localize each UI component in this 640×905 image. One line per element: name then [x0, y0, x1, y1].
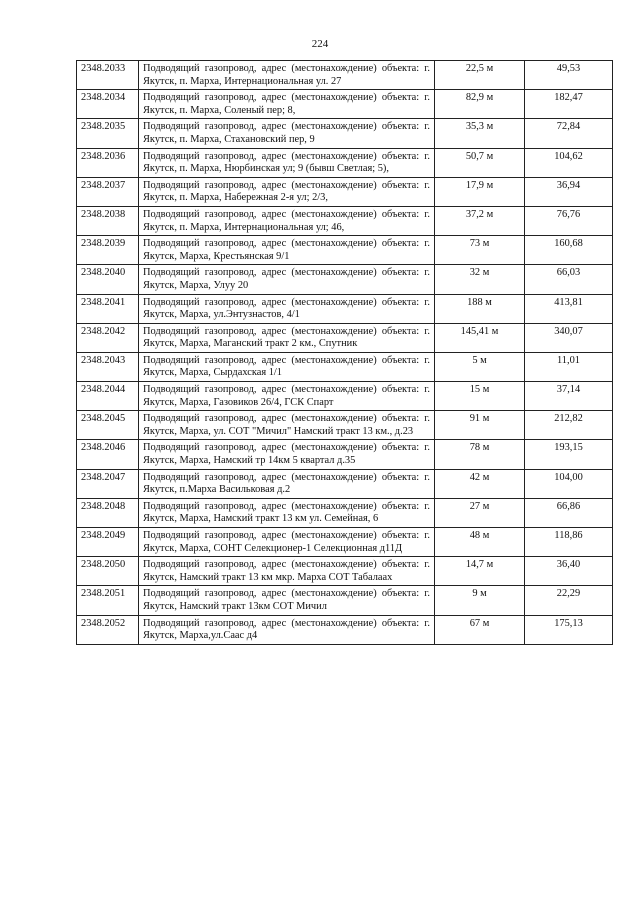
- table-row: [77, 586, 613, 615]
- row-value-cell: 175,13: [525, 615, 613, 644]
- row-value-cell: 212,82: [525, 411, 613, 440]
- row-id-cell: 2348.2041: [77, 294, 139, 323]
- table-row: [77, 615, 613, 644]
- row-description-cell: Подводящий газопровод, адрес (местонахождение) объекта: г. Якутск, п. Марха, Интернациональная ул; 46,: [139, 206, 435, 235]
- row-id-cell: 2348.2042: [77, 323, 139, 352]
- row-length-cell: 32 м: [435, 265, 525, 294]
- row-id-cell: 2348.2045: [77, 411, 139, 440]
- row-length-cell: 5 м: [435, 352, 525, 381]
- row-value-cell: 182,47: [525, 90, 613, 119]
- row-value-cell: 66,03: [525, 265, 613, 294]
- table-row: [77, 498, 613, 527]
- row-description-cell: Подводящий газопровод, адрес (местонахождение) объекта: г. Якутск, Марха, СОНТ Селекционер-1 Селекционная д11Д: [139, 528, 435, 557]
- row-value-cell: 36,94: [525, 177, 613, 206]
- row-value-cell: 11,01: [525, 352, 613, 381]
- registry-table: [76, 60, 613, 645]
- row-value-cell: 76,76: [525, 206, 613, 235]
- row-description-cell: Подводящий газопровод, адрес (местонахождение) объекта: г. Якутск, Намский тракт 13км СОТ Мичил: [139, 586, 435, 615]
- row-length-cell: 42 м: [435, 469, 525, 498]
- row-id-cell: 2348.2051: [77, 586, 139, 615]
- table-row: [77, 382, 613, 411]
- row-id-cell: 2348.2046: [77, 440, 139, 469]
- row-id-cell: 2348.2043: [77, 352, 139, 381]
- row-length-cell: 15 м: [435, 382, 525, 411]
- row-length-cell: 27 м: [435, 498, 525, 527]
- row-length-cell: 48 м: [435, 528, 525, 557]
- row-description-cell: Подводящий газопровод, адрес (местонахождение) объекта: г. Якутск, Марха,ул.Саас д4: [139, 615, 435, 644]
- row-id-cell: 2348.2033: [77, 61, 139, 90]
- table-row: [77, 61, 613, 90]
- row-value-cell: 49,53: [525, 61, 613, 90]
- row-value-cell: 36,40: [525, 557, 613, 586]
- row-value-cell: 193,15: [525, 440, 613, 469]
- table-row: [77, 148, 613, 177]
- row-id-cell: 2348.2044: [77, 382, 139, 411]
- row-length-cell: 145,41 м: [435, 323, 525, 352]
- table-row: [77, 557, 613, 586]
- row-length-cell: 14,7 м: [435, 557, 525, 586]
- row-value-cell: 72,84: [525, 119, 613, 148]
- row-length-cell: 50,7 м: [435, 148, 525, 177]
- table-row: [77, 119, 613, 148]
- row-description-cell: Подводящий газопровод, адрес (местонахождение) объекта: г. Якутск, Марха, Газовиков 26/4, ГСК Спарт: [139, 382, 435, 411]
- row-value-cell: 37,14: [525, 382, 613, 411]
- table-row: [77, 90, 613, 119]
- row-length-cell: 78 м: [435, 440, 525, 469]
- row-description-cell: Подводящий газопровод, адрес (местонахождение) объекта: г. Якутск, Марха, ул.Энтузнастов, 4/1: [139, 294, 435, 323]
- table-row: [77, 528, 613, 557]
- row-description-cell: Подводящий газопровод, адрес (местонахождение) объекта: г. Якутск, п. Марха, Интернациональная ул. 27: [139, 61, 435, 90]
- row-id-cell: 2348.2052: [77, 615, 139, 644]
- table-row: [77, 440, 613, 469]
- row-description-cell: Подводящий газопровод, адрес (местонахождение) объекта: г. Якутск, Марха, Крестьянская 9/1: [139, 236, 435, 265]
- row-length-cell: 22,5 м: [435, 61, 525, 90]
- row-description-cell: Подводящий газопровод, адрес (местонахождение) объекта: г. Якутск, п.Марха Васильковая д.2: [139, 469, 435, 498]
- row-length-cell: 67 м: [435, 615, 525, 644]
- row-id-cell: 2348.2036: [77, 148, 139, 177]
- row-length-cell: 82,9 м: [435, 90, 525, 119]
- table-row: [77, 352, 613, 381]
- row-value-cell: 118,86: [525, 528, 613, 557]
- row-value-cell: 22,29: [525, 586, 613, 615]
- row-id-cell: 2348.2047: [77, 469, 139, 498]
- row-length-cell: 35,3 м: [435, 119, 525, 148]
- row-id-cell: 2348.2039: [77, 236, 139, 265]
- row-description-cell: Подводящий газопровод, адрес (местонахождение) объекта: г. Якутск, п. Марха, Стахановский пер, 9: [139, 119, 435, 148]
- table-row: [77, 323, 613, 352]
- row-id-cell: 2348.2048: [77, 498, 139, 527]
- row-description-cell: Подводящий газопровод, адрес (местонахождение) объекта: г. Якутск, Марха, Сырдахская 1/1: [139, 352, 435, 381]
- registry-table-body: [77, 61, 613, 645]
- row-description-cell: Подводящий газопровод, адрес (местонахождение) объекта: г. Якутск, п. Марха, Нюрбинская ул; 9 (бывш Светлая; 5),: [139, 148, 435, 177]
- row-value-cell: 66,86: [525, 498, 613, 527]
- row-length-cell: 73 м: [435, 236, 525, 265]
- row-id-cell: 2348.2040: [77, 265, 139, 294]
- row-id-cell: 2348.2049: [77, 528, 139, 557]
- row-length-cell: 188 м: [435, 294, 525, 323]
- row-description-cell: Подводящий газопровод, адрес (местонахождение) объекта: г. Якутск, Марха, Намский тр 14км 5 квартал д.35: [139, 440, 435, 469]
- row-id-cell: 2348.2037: [77, 177, 139, 206]
- row-description-cell: Подводящий газопровод, адрес (местонахождение) объекта: г. Якутск, Намский тракт 13 км мкр. Марха СОТ Табалаах: [139, 557, 435, 586]
- table-row: [77, 177, 613, 206]
- table-row: [77, 265, 613, 294]
- row-length-cell: 37,2 м: [435, 206, 525, 235]
- row-description-cell: Подводящий газопровод, адрес (местонахождение) объекта: г. Якутск, п. Марха, Соленый пер; 8,: [139, 90, 435, 119]
- row-length-cell: 91 м: [435, 411, 525, 440]
- row-description-cell: Подводящий газопровод, адрес (местонахождение) объекта: г. Якутск, Марха, ул. СОТ "Мичил" Намский тракт 13 км., д.23: [139, 411, 435, 440]
- row-value-cell: 104,00: [525, 469, 613, 498]
- table-row: [77, 294, 613, 323]
- page-number: 224: [311, 38, 329, 50]
- row-description-cell: Подводящий газопровод, адрес (местонахождение) объекта: г. Якутск, Марха, Намский тракт 13 км ул. Семейная, 6: [139, 498, 435, 527]
- row-id-cell: 2348.2035: [77, 119, 139, 148]
- row-description-cell: Подводящий газопровод, адрес (местонахождение) объекта: г. Якутск, Марха, Улуу 20: [139, 265, 435, 294]
- row-id-cell: 2348.2034: [77, 90, 139, 119]
- table-row: [77, 411, 613, 440]
- row-id-cell: 2348.2050: [77, 557, 139, 586]
- row-value-cell: 413,81: [525, 294, 613, 323]
- row-description-cell: Подводящий газопровод, адрес (местонахождение) объекта: г. Якутск, п. Марха, Набережная 2-я ул; 2/3,: [139, 177, 435, 206]
- row-id-cell: 2348.2038: [77, 206, 139, 235]
- row-value-cell: 160,68: [525, 236, 613, 265]
- row-length-cell: 17,9 м: [435, 177, 525, 206]
- row-value-cell: 104,62: [525, 148, 613, 177]
- table-row: [77, 206, 613, 235]
- table-row: [77, 469, 613, 498]
- table-row: [77, 236, 613, 265]
- row-value-cell: 340,07: [525, 323, 613, 352]
- row-length-cell: 9 м: [435, 586, 525, 615]
- row-description-cell: Подводящий газопровод, адрес (местонахождение) объекта: г. Якутск, Марха, Маганский тракт 2 км., Спутник: [139, 323, 435, 352]
